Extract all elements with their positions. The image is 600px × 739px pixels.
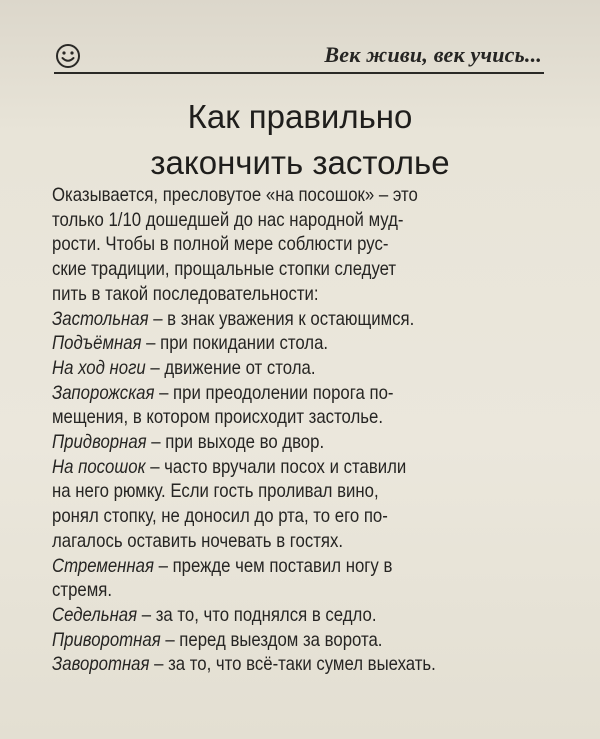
toast-item	[52, 331, 542, 356]
toast-item	[52, 455, 542, 480]
article-title	[60, 94, 540, 186]
toast-item	[52, 381, 542, 406]
article-body	[52, 183, 542, 677]
article-title-line: закончить застолье	[150, 144, 450, 181]
toast-term: Запорожская	[52, 381, 155, 404]
toast-description: – движение от стола.	[145, 356, 316, 379]
toast-description: – при выходе во двор.	[146, 431, 325, 454]
toast-description-continued: стремя.	[52, 579, 112, 602]
toast-description: – при покидании стола.	[141, 332, 329, 355]
toast-item	[52, 554, 542, 579]
toast-description: – прежде чем поставил ногу в	[153, 554, 393, 577]
toast-term: Застольная	[52, 307, 149, 330]
toast-item	[52, 628, 542, 653]
toast-description: – за то, что поднялся в седло.	[137, 603, 377, 626]
toast-description: – в знак уважения к остающимся.	[148, 307, 415, 330]
toast-term: Заворотная	[52, 653, 150, 676]
toast-description-continued: лагалось оставить ночевать в гостях.	[52, 529, 344, 552]
toast-term: Приворотная	[52, 628, 161, 651]
intro-line: ские традиции, прощальные стопки следует	[52, 258, 397, 281]
smiley-icon	[54, 42, 82, 70]
toast-description-continued: мещения, в котором происходит застолье.	[52, 406, 384, 429]
article-title-line: Как правильно	[187, 98, 413, 135]
toast-description-continued: ронял стопку, не доносил до рта, то его по-	[52, 505, 388, 528]
intro-line: пить в такой последовательности:	[52, 282, 319, 305]
toast-item	[52, 430, 542, 455]
section-header	[54, 38, 544, 74]
section-title: Век живи, век учись...	[324, 42, 542, 67]
toast-item	[52, 652, 542, 677]
toast-description-continued: на него рюмку. Если гость проливал вино,	[52, 480, 379, 503]
toast-term: Стременная	[52, 554, 154, 577]
toast-item	[52, 356, 542, 381]
toast-term: На посошок	[52, 455, 146, 478]
toast-description: – часто вручали посох и ставили	[145, 455, 407, 478]
toast-description: – при преодолении порога по-	[154, 381, 394, 404]
toast-item	[52, 603, 542, 628]
toast-item	[52, 307, 542, 332]
toast-term: Седельная	[52, 603, 138, 626]
toast-term: Придворная	[52, 431, 147, 454]
toast-term: На ход ноги	[52, 356, 146, 379]
toast-description: – перед выездом за ворота.	[160, 628, 383, 651]
intro-line: Оказывается, пресловутое «на посошок» – это	[52, 184, 418, 206]
intro-line: только 1/10 дошедшей до нас народной муд-	[52, 208, 404, 231]
toast-description: – за то, что всё-таки сумел выехать.	[149, 653, 436, 676]
intro-line: рости. Чтобы в полной мере соблюсти рус-	[52, 233, 389, 256]
toast-term: Подъёмная	[52, 332, 142, 355]
